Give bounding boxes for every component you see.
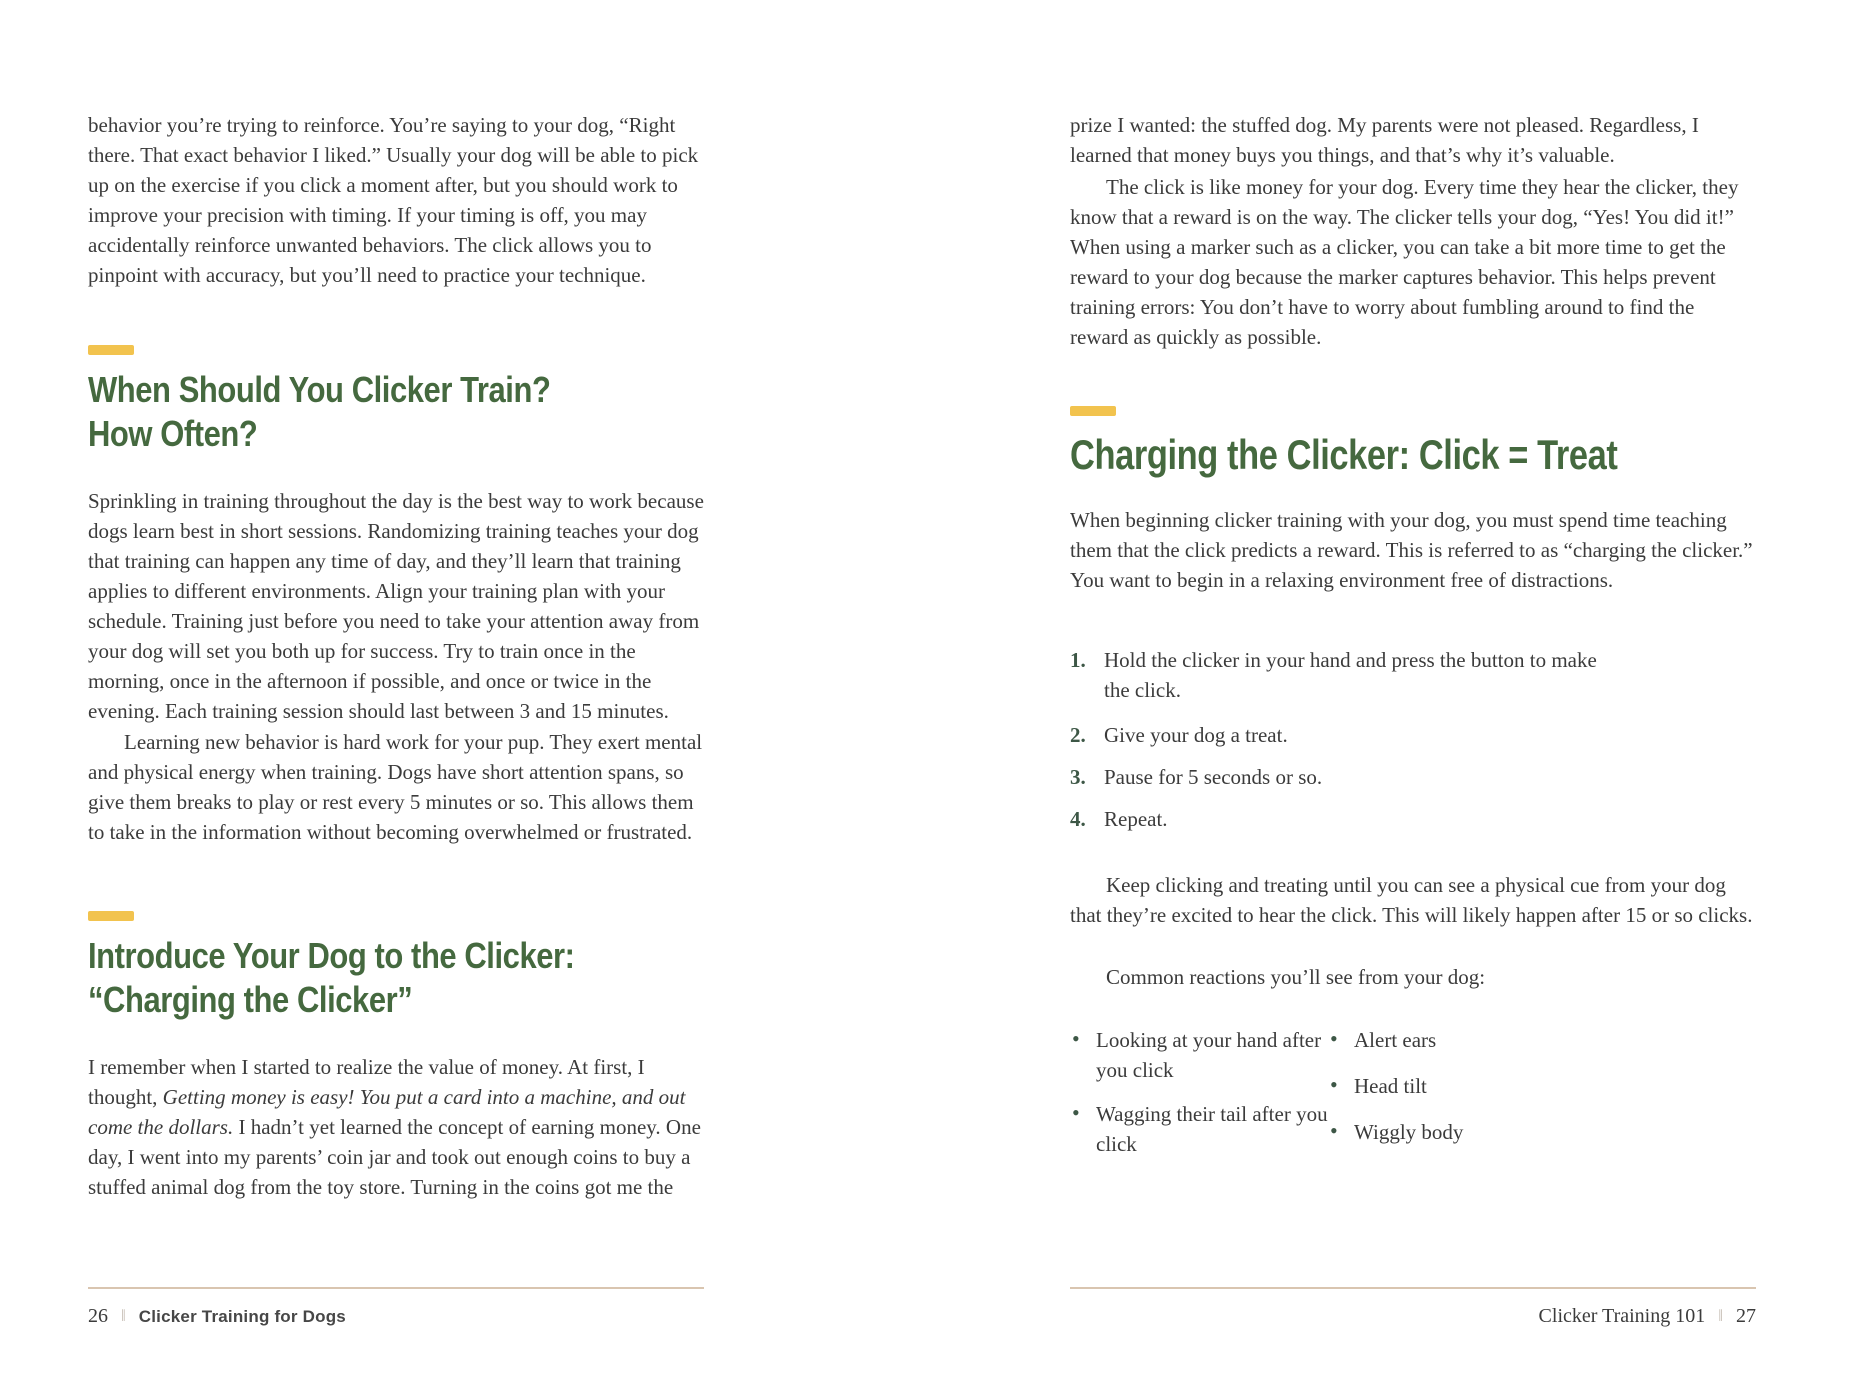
paragraph-continuation: behavior you’re trying to reinforce. You’re saying to your dog, “Right there. That exact behavior I liked.” Usually your dog will be able to pick up on the exercise if you click a moment after, but you should work to improve your precision with timing. If your timing is off, you may accidentally reinforce unwanted behaviors. The click allows you to pinpoint with accuracy, but you’ll need to practice your technique. — [88, 113, 699, 287]
step-number: 2. — [1070, 723, 1086, 747]
step-number: 1. — [1070, 648, 1086, 672]
paragraph — [88, 1052, 704, 1202]
step-text: Hold the clicker in your hand and press the button to make the click. — [1104, 648, 1597, 702]
step-number: 3. — [1070, 765, 1086, 789]
list-item: • Head tilt — [1328, 1071, 1588, 1101]
list-item — [1070, 645, 1604, 705]
section-accent-dash — [88, 345, 134, 355]
heading-line: How Often? — [88, 413, 258, 454]
footer-separator-glyph: ‖ — [1718, 1306, 1723, 1325]
paragraph: When beginning clicker training with your dog, you must spend time teaching them that the click predicts a reward. This is referred to as “charging the clicker.” You want to begin in a relaxing environment free of distractions. — [1070, 508, 1753, 592]
list-item: • Wiggly body — [1328, 1117, 1588, 1147]
right-page-column — [1070, 0, 1756, 1396]
page-number: 27 — [1736, 1305, 1756, 1327]
reactions-bullet-list-right — [1328, 1025, 1588, 1147]
list-item: • Wagging their tail after you click — [1070, 1099, 1356, 1159]
step-text: Repeat. — [1104, 807, 1168, 831]
list-item — [1070, 804, 1168, 834]
paragraph: Common reactions you’ll see from your dog: — [1106, 965, 1486, 989]
paragraph-continuation: prize I wanted: the stuffed dog. My parents were not pleased. Regardless, I learned that money buys you things, and that’s why it’s valuable. — [1070, 113, 1699, 167]
step-text: Give your dog a treat. — [1104, 723, 1288, 747]
step-text: Pause for 5 seconds or so. — [1104, 765, 1323, 789]
right-page-footer — [1070, 1305, 1756, 1328]
chapter-title: Clicker Training 101 — [1538, 1305, 1706, 1327]
paragraph: Learning new behavior is hard work for your pup. They exert mental and physical energy when training. Dogs have short attention spans, so give them breaks to play or rest every 5 minutes or so. This allows them to take in the information without becoming overwhelmed or frustrated. — [88, 730, 703, 844]
heading-line: When Should You Clicker Train? — [88, 369, 551, 410]
list-item — [1070, 720, 1288, 750]
section-accent-dash — [1070, 406, 1116, 416]
reactions-bullet-list-left — [1070, 1025, 1356, 1159]
paragraph: Keep clicking and treating until you can see a physical cue from your dog that they’re excited to hear the click. This will likely happen after 15 or so clicks. — [1070, 873, 1753, 927]
section-heading-when-should-you-clicker-train — [88, 368, 704, 456]
heading-line: “Charging the Clicker” — [88, 979, 413, 1020]
list-item: • Looking at your hand after you click — [1070, 1025, 1356, 1085]
step-number: 4. — [1070, 807, 1086, 831]
paragraph: The click is like money for your dog. Every time they hear the clicker, they know that a reward is on the way. The clicker tells your dog, “Yes! You did it!” When using a marker such as a clicker, you can take a bit more time to get the reward to your dog because the marker captures behavior. This helps prevent training errors: You don’t have to worry about fumbling around to find the reward as quickly as possible. — [1070, 175, 1739, 349]
heading-line: Introduce Your Dog to the Clicker: — [88, 935, 575, 976]
footer-separator-glyph: ‖ — [121, 1306, 126, 1325]
section-accent-dash — [88, 911, 134, 921]
book-title: Clicker Training for Dogs — [138, 1307, 346, 1326]
paragraph-text: I hadn’t yet learned the concept of earning money. One day, I went into my parents’ coin jar and took out enough coins to buy a stuffed animal dog from the toy store. Turning in the coins got me the — [88, 1115, 701, 1199]
list-item — [1070, 762, 1322, 792]
footer-rule — [1070, 1287, 1756, 1289]
heading-line: Charging the Clicker: Click = Treat — [1070, 431, 1618, 478]
paragraph-text: I remember when I started to realize the value of money. At first, I thought, — [88, 1055, 645, 1109]
section-heading-introduce-your-dog-to-the-clicker — [88, 934, 704, 1022]
list-item: • Alert ears — [1328, 1025, 1588, 1055]
left-page-column — [88, 0, 704, 1396]
footer-rule — [88, 1287, 704, 1289]
section-heading-charging-the-clicker — [1070, 430, 1756, 480]
paragraph-italic-text: Getting money is easy! You put a card into a machine, and out come the dollars. — [88, 1085, 686, 1139]
page-number: 26 — [88, 1305, 108, 1327]
left-page-footer — [88, 1305, 704, 1328]
paragraph: Sprinkling in training throughout the day is the best way to work because dogs learn best in short sessions. Randomizing training teaches your dog that training can happen any time of day, and they’ll learn that training applies to different environments. Align your training plan with your schedule. Training just before you need to take your attention away from your dog will set you both up for success. Try to train once in the morning, once in the afternoon if possible, and once or twice in the evening. Each training session should last between 3 and 15 minutes. — [88, 489, 704, 723]
